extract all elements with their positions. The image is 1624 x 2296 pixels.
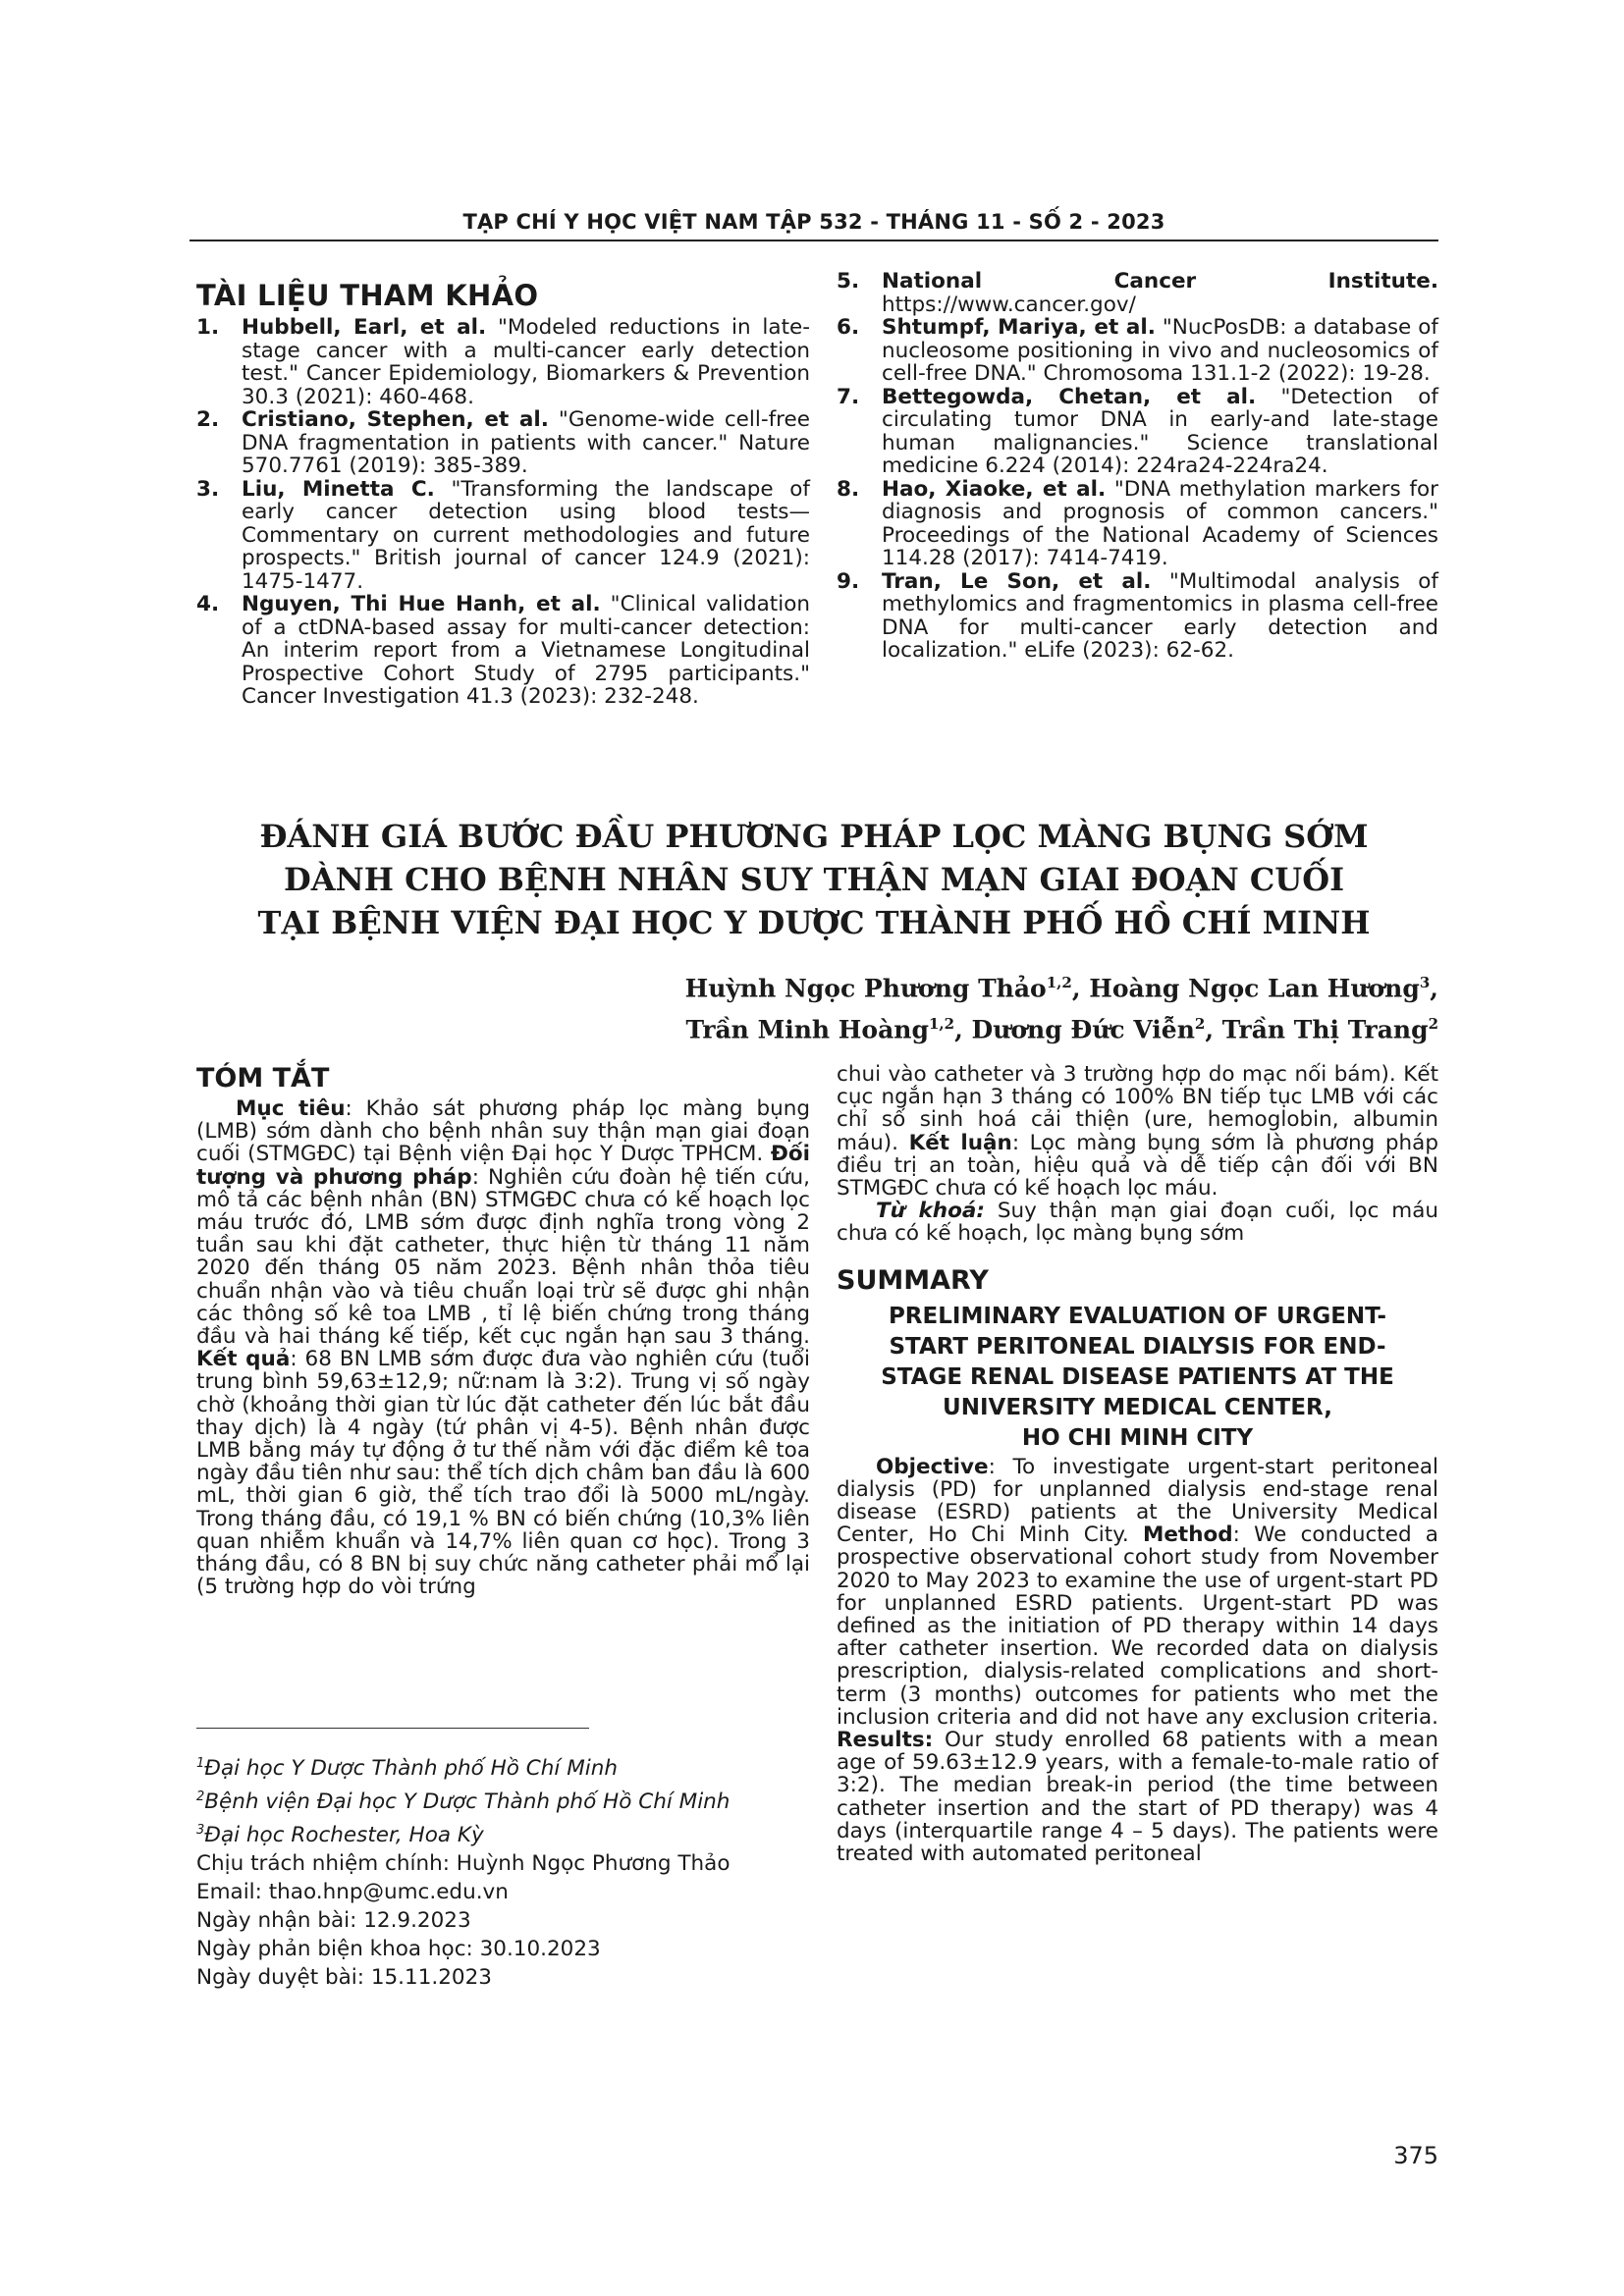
reference-authors: Hubbell, Earl, et al. xyxy=(242,315,487,340)
reference-item xyxy=(837,270,1438,316)
abstract-right-column xyxy=(837,1063,1438,1865)
author-separator: , xyxy=(1071,974,1090,1003)
abstract-method-label: Đối tượng và phương pháp xyxy=(196,1142,810,1190)
author-affiliation-mark: 3 xyxy=(1419,974,1431,991)
reference-number: 5. xyxy=(837,269,860,294)
affiliation-3 xyxy=(196,1816,810,1849)
date-reviewed: Ngày phản biện khoa học: 30.10.2023 xyxy=(196,1937,601,1962)
reference-number: 2. xyxy=(196,407,220,432)
summary-title-line: HO CHI MINH CITY xyxy=(1021,1424,1254,1451)
reference-text xyxy=(882,316,1438,386)
abstract-results-label: Kết quả xyxy=(196,1347,291,1372)
summary-results-label: Results: xyxy=(837,1728,934,1753)
reference-text xyxy=(882,570,1438,663)
journal-header: TẠP CHÍ Y HỌC VIỆT NAM TẬP 532 - THÁNG 11 - SỐ 2 - 2023 xyxy=(462,210,1165,234)
reference-citation: "Clinical validation of a ctDNA-based assay for multi-cancer detection: An interim report from a Vietnamese Longitudinal Prospective Cohort Study of 2795 participants." Cancer Investigation 41.3 (2023): 232-248. xyxy=(242,592,810,709)
reference-number: 1. xyxy=(196,315,220,340)
article-title-line: DÀNH CHO BỆNH NHÂN SUY THẬN MẠN GIAI ĐOẠN CUỐI xyxy=(283,861,1345,898)
page-number: 375 xyxy=(1393,2142,1438,2169)
author-name: Huỳnh Ngọc Phương Thảo xyxy=(684,974,1047,1003)
summary-method-label: Method xyxy=(1142,1522,1233,1548)
summary-title-line: PRELIMINARY EVALUATION OF URGENT- xyxy=(888,1303,1387,1329)
reference-text xyxy=(242,316,810,408)
author-name: Trần Minh Hoàng xyxy=(685,1015,929,1044)
summary-title xyxy=(837,1302,1438,1454)
reference-authors: Shtumpf, Mariya, et al. xyxy=(882,315,1156,340)
summary-title-line: START PERITONEAL DIALYSIS FOR END- xyxy=(889,1333,1386,1360)
affiliation-mark: 2 xyxy=(196,1789,205,1805)
reference-item xyxy=(196,316,810,408)
article-authors xyxy=(550,965,1438,1048)
keywords-label: Từ khoá: xyxy=(876,1199,985,1224)
summary-title-line: STAGE RENAL DISEASE PATIENTS AT THE xyxy=(881,1363,1394,1390)
reference-citation: https://www.cancer.gov/ xyxy=(882,292,1136,317)
reference-item xyxy=(196,408,810,478)
reference-number: 4. xyxy=(196,592,220,616)
reference-number: 9. xyxy=(837,568,860,594)
reference-authors: National Cancer Institute. xyxy=(882,269,1438,294)
keywords-paragraph xyxy=(837,1200,1438,1245)
author-affiliation-mark: 1,2 xyxy=(928,1015,955,1034)
date-received: Ngày nhận bài: 12.9.2023 xyxy=(196,1908,471,1934)
reference-citation: "Multimodal analysis of methylomics and fragmentomics in plasma cell-free DNA for multi-cancer early detection and localization." eLife (2023): 62-62. xyxy=(882,568,1438,663)
corresponding-author: Chịu trách nhiệm chính: Huỳnh Ngọc Phương Thảo xyxy=(196,1851,731,1877)
abstract-conclusion-text: : Lọc màng bụng sớm là phương pháp điều trị an toàn, hiệu quả và dễ tiếp cận đối với BN STMGĐC chưa có kế hoạch lọc máu. xyxy=(837,1130,1438,1201)
article-title-line: TẠI BỆNH VIỆN ĐẠI HỌC Y DƯỢC THÀNH PHỐ HỒ CHÍ MINH xyxy=(257,904,1371,941)
author-affiliation-mark: 2 xyxy=(1428,1015,1438,1034)
reference-item xyxy=(196,478,810,594)
summary-paragraph xyxy=(837,1456,1438,1866)
summary-heading: SUMMARY xyxy=(837,1264,989,1296)
abstract-conclusion-label: Kết luận xyxy=(908,1130,1012,1155)
date-accepted: Ngày duyệt bài: 15.11.2023 xyxy=(196,1965,492,1991)
reference-citation: "Detection of circulating tumor DNA in early-and late-stage human malignancies." Science translational medicine 6.224 (2014): 224ra24-224ra24. xyxy=(882,384,1438,478)
reference-text xyxy=(242,478,810,594)
author-name: Dương Đức Viễn xyxy=(971,1015,1195,1044)
author-name: Hoàng Ngọc Lan Hương xyxy=(1089,974,1420,1003)
reference-citation: "Transforming the landscape of early cancer detection using blood tests—Commentary on current methodologies and future prospects." British journal of cancer 124.9 (2021): 1475-1477. xyxy=(242,476,810,594)
summary-objective-text: : To investigate urgent-start peritoneal dialysis (PD) for unplanned dialysis end-stage renal disease (ESRD) patients at the University Medical Center, Ho Chi Minh City. xyxy=(837,1454,1438,1548)
reference-list-left xyxy=(196,316,810,709)
affiliation-text: Bệnh viện Đại học Y Dược Thành phố Hồ Chí Minh xyxy=(204,1789,731,1815)
abstract-objective-text: : Khảo sát phương pháp lọc màng bụng (LMB) sớm dành cho bệnh nhân suy thận mạn giai đoạn cuối (STMGĐC) tại Bệnh viện Đại học Y Dược TPHCM. xyxy=(196,1096,810,1167)
article-title xyxy=(189,815,1438,944)
reference-citation: "Genome-wide cell-free DNA fragmentation in patients with cancer." Nature 570.7761 (2019): 385-389. xyxy=(242,407,810,478)
abstract-paragraph-continued xyxy=(837,1063,1438,1200)
reference-authors: Hao, Xiaoke, et al. xyxy=(882,476,1107,502)
reference-citation: "NucPosDB: a database of nucleosome positioning in vivo and nucleosomics of cell-free DNA." Chromosoma 131.1-2 (2022): 19-28. xyxy=(882,315,1438,386)
summary-objective-label: Objective xyxy=(876,1454,989,1479)
reference-authors: Cristiano, Stephen, et al. xyxy=(242,407,549,432)
summary-method-text: : We conducted a prospective observational cohort study from November 2020 to May 2023 to examine the use of urgent-start PD for unplanned ESRD patients. Urgent-start PD was defined as the initiation of PD therapy within 14 days after catheter insertion. We recorded data on dialysis prescription, dialysis-related complications and short-term (3 months) outcomes for patients who met the inclusion criteria and did not have any exclusion criteria. xyxy=(837,1522,1438,1730)
abstract-objective-label: Mục tiêu xyxy=(236,1096,346,1121)
article-title-line: ĐÁNH GIÁ BƯỚC ĐẦU PHƯƠNG PHÁP LỌC MÀNG BỤNG SỚM xyxy=(259,818,1369,855)
reference-item xyxy=(837,316,1438,386)
authors-line xyxy=(550,965,1438,1006)
affiliation-text: Đại học Rochester, Hoa Kỳ xyxy=(204,1823,484,1848)
reference-text xyxy=(882,478,1438,570)
reference-item xyxy=(837,478,1438,570)
author-name: Trần Thị Trang xyxy=(1221,1015,1429,1044)
author-affiliation-mark: 1,2 xyxy=(1046,974,1072,991)
author-separator: , xyxy=(954,1015,972,1044)
reference-authors: Tran, Le Son, et al. xyxy=(882,568,1152,594)
reference-text xyxy=(882,270,1438,316)
author-separator: , xyxy=(1430,974,1438,1003)
reference-citation: "Modeled reductions in late-stage cancer with a multi-cancer early detection test." Cancer Epidemiology, Biomarkers & Prevention 30.3 (2021): 460-468. xyxy=(242,315,810,409)
reference-item xyxy=(837,386,1438,478)
reference-number: 6. xyxy=(837,315,860,340)
reference-item xyxy=(196,593,810,709)
summary-results-text: Our study enrolled 68 patients with a mean age of 59.63±12.9 years, with a female-to-male ratio of 3:2). The median break-in period (the time between catheter insertion and the start of PD therapy) was 4 days (interquartile range 4 – 5 days). The patients were treated with automated peritoneal xyxy=(837,1728,1438,1867)
affiliation-2 xyxy=(196,1783,810,1816)
reference-number: 7. xyxy=(837,384,860,409)
abstract-paragraph xyxy=(196,1097,810,1598)
footnote-rule xyxy=(196,1728,589,1729)
affiliation-mark: 3 xyxy=(196,1823,205,1839)
footnotes xyxy=(196,1749,810,1992)
header-rule xyxy=(189,240,1438,241)
keywords-text: Suy thận mạn giai đoạn cuối, lọc máu chưa có kế hoạch, lọc màng bụng sớm xyxy=(837,1199,1438,1247)
author-affiliation-mark: 2 xyxy=(1194,1015,1206,1034)
reference-authors: Liu, Minetta C. xyxy=(242,476,435,502)
references-heading: TÀI LIỆU THAM KHẢO xyxy=(196,279,539,312)
summary-title-line: UNIVERSITY MEDICAL CENTER, xyxy=(943,1394,1332,1420)
references-left-column xyxy=(196,279,810,709)
reference-number: 3. xyxy=(196,476,220,502)
authors-line xyxy=(550,1006,1438,1047)
abstract-left-column xyxy=(196,1063,810,1598)
references-right-column xyxy=(837,270,1438,663)
affiliation-text: Đại học Y Dược Thành phố Hồ Chí Minh xyxy=(204,1756,618,1782)
reference-authors: Bettegowda, Chetan, et al. xyxy=(882,384,1257,409)
affiliation-mark: 1 xyxy=(196,1756,205,1771)
abstract-results-text: : 68 BN LMB sớm được đưa vào nghiên cứu (tuổi trung bình 59,63±12,9; nữ:nam là 3:2). Trung vị số ngày chờ (khoảng thời gian từ lúc đặt catheter đến lúc bắt đầu thay dịch) là 4 ngày (tứ phân vị 4-5). Bệnh nhân được LMB bằng máy tự động ở tư thế nằm với đặc điểm kê toa ngày đầu tiên như sau: thể tích dịch châm ban đầu là 600 mL, thời gian 6 giờ, thể tích trao đổi là 5000 mL/ngày. Trong tháng đầu, có 19,1 % BN có biến chứng (10,3% liên quan nhiễm khuẩn và 14,7% liên quan cơ học). Trong 3 tháng đầu, có 8 BN bị suy chức năng catheter phải mổ lại (5 trường hợp do vòi trứng xyxy=(196,1347,810,1600)
reference-item xyxy=(837,570,1438,663)
reference-citation: "DNA methylation markers for diagnosis and prognosis of common cancers." Proceedings of the National Academy of Sciences 114.28 (2017): 7414-7419. xyxy=(882,476,1438,570)
abstract-continued-text: chui vào catheter và 3 trường hợp do mạc nối bám). Kết cục ngắn hạn 3 tháng có 100% BN tiếp tục LMB với các chỉ số sinh hoá cải thiện (ure, hemoglobin, albumin máu). xyxy=(837,1062,1438,1155)
abstract-heading: TÓM TẮT xyxy=(196,1063,330,1094)
reference-authors: Nguyen, Thi Hue Hanh, et al. xyxy=(242,592,601,616)
affiliation-1 xyxy=(196,1749,810,1783)
reference-text xyxy=(242,408,810,478)
corresponding-email: Email: thao.hnp@umc.edu.vn xyxy=(196,1880,509,1905)
reference-number: 8. xyxy=(837,476,860,502)
reference-text xyxy=(882,386,1438,478)
abstract-method-text: : Nghiên cứu đoàn hệ tiến cứu, mô tả các bệnh nhân (BN) STMGĐC chưa có kế hoạch lọc máu trước đó, LMB sớm được định nghĩa trong vòng 2 tuần sau khi đặt catheter, thực hiện từ tháng 11 năm 2020 đến tháng 05 năm 2023. Bệnh nhân thỏa tiêu chuẩn nhận vào và tiêu chuẩn loại trừ sẽ được ghi nhận các thông số kê toa LMB , tỉ lệ biến chứng trong tháng đầu và hai tháng kế tiếp, kết cục ngắn hạn sau 3 tháng. xyxy=(196,1164,810,1350)
author-separator: , xyxy=(1205,1015,1222,1044)
reference-list-right xyxy=(837,270,1438,663)
reference-text xyxy=(242,593,810,709)
